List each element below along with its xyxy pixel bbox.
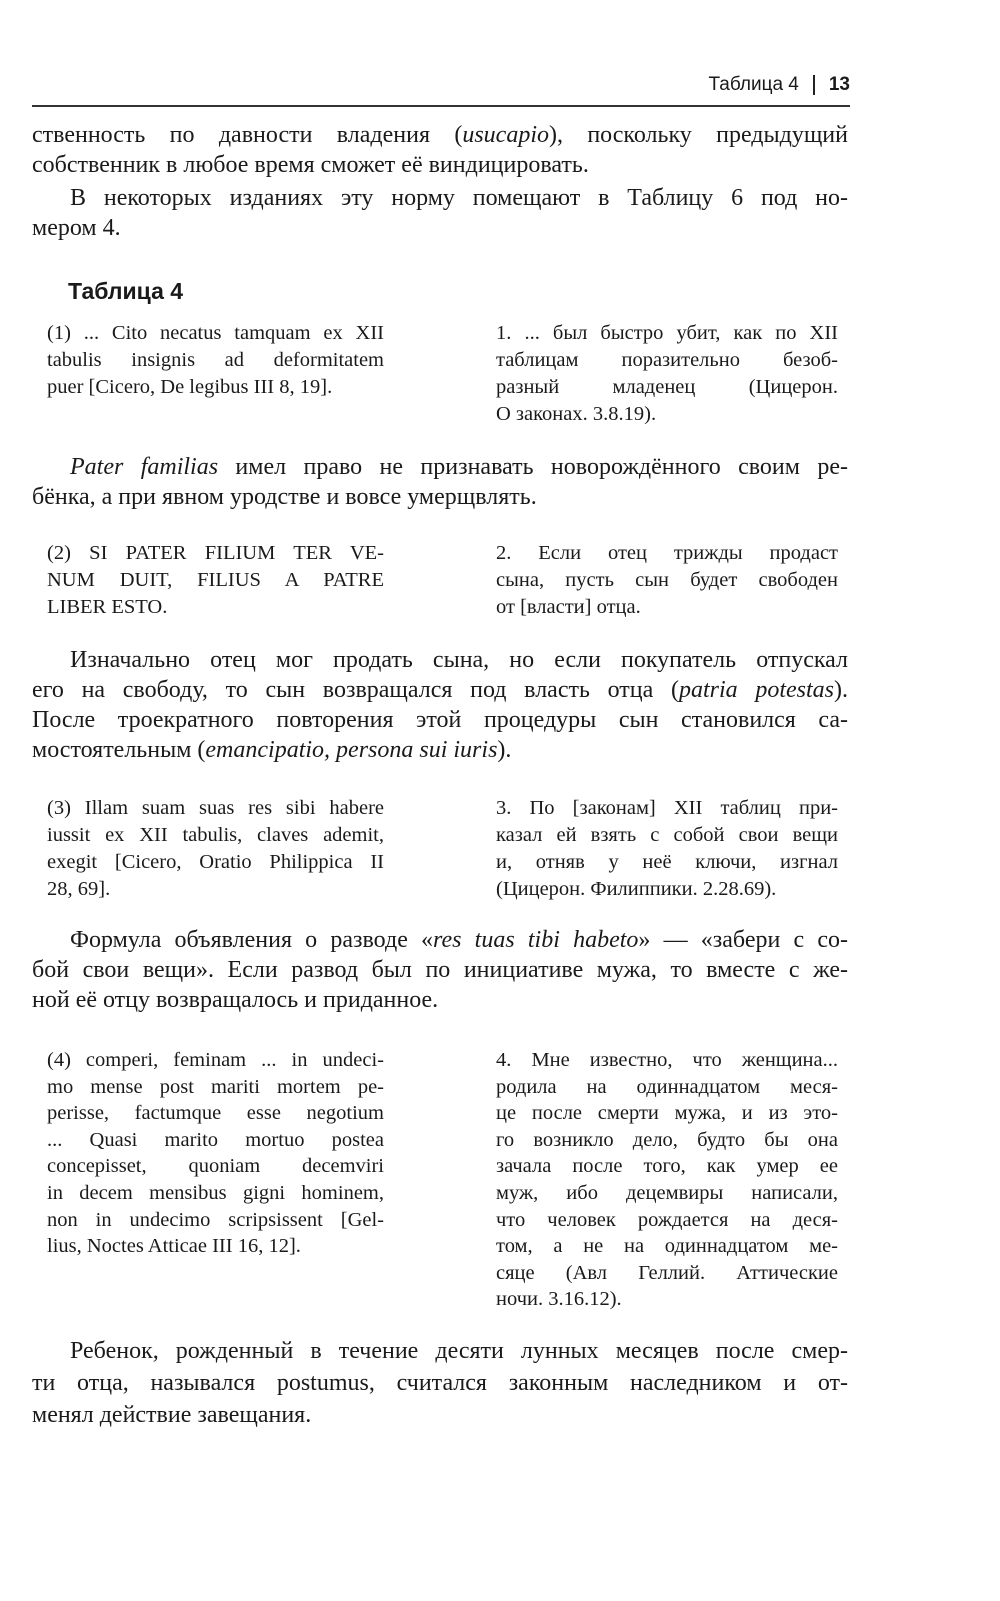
text-line: сына, пусть сын будет свободен xyxy=(496,569,838,591)
text-segment: Изначально отец мог продать сына, но если покупатель отпускал xyxy=(70,647,848,673)
text-line xyxy=(32,183,848,213)
text-line: муж, ибо децемвиры написали, xyxy=(496,1181,838,1204)
text-line xyxy=(32,213,848,243)
text-line: что человек рождается на деся- xyxy=(496,1208,838,1231)
text-line xyxy=(32,925,848,955)
text-line: го возникло дело, будто бы она xyxy=(496,1128,838,1151)
russian-translation xyxy=(496,1047,838,1313)
russian-translation xyxy=(496,320,838,428)
paragraph xyxy=(32,645,848,765)
text-line: ... Quasi marito mortuo postea xyxy=(47,1128,384,1151)
text-line: in decem mensibus gigni hominem, xyxy=(47,1181,384,1204)
text-line: О законах. 3.8.19). xyxy=(496,403,657,425)
text-segment: собственник в любое время сможет её виндицировать. xyxy=(32,152,589,178)
text-line: 28, 69]. xyxy=(47,878,111,900)
italic-term: usucapio xyxy=(462,122,549,148)
latin-text xyxy=(47,1047,384,1260)
text-line: родила на одиннадцатом меся- xyxy=(496,1075,838,1098)
text-line: 3. По [законам] XII таблиц при- xyxy=(496,797,838,819)
text-line xyxy=(32,985,848,1015)
latin-text xyxy=(47,795,384,903)
text-line: казал ей взять с собой свои вещи xyxy=(496,824,838,846)
paragraph xyxy=(32,925,848,1015)
text-segment: его на свободу, то сын возвращался под власть отца ( xyxy=(32,677,679,703)
text-line: 1. ... был быстро убит, как по XII xyxy=(496,322,838,344)
text-segment: » — «забери с со- xyxy=(638,927,848,953)
text-segment: ). xyxy=(834,677,848,703)
text-line xyxy=(32,705,848,735)
text-segment: ). xyxy=(497,737,512,763)
text-segment: ной её отцу возвращалось и приданное. xyxy=(32,987,439,1013)
text-line: exegit [Cicero, Oratio Philippica II xyxy=(47,851,384,873)
text-segment: имел право не признавать новорождённого своим ре- xyxy=(218,454,848,480)
text-line: и, отняв у неё ключи, изгнал xyxy=(496,851,838,873)
paragraph xyxy=(32,120,848,180)
running-header-section: Таблица 4 xyxy=(708,74,799,95)
text-line xyxy=(32,150,848,180)
text-line xyxy=(32,1335,848,1367)
text-segment: бой свои вещи». Если развод был по инициативе мужа, то вместе с же- xyxy=(32,957,848,983)
text-line xyxy=(32,1367,848,1399)
text-line: lius, Noctes Atticae III 16, 12]. xyxy=(47,1235,301,1258)
text-line xyxy=(32,675,848,705)
text-segment: ственность по давности владения ( xyxy=(32,122,463,148)
text-line xyxy=(32,955,848,985)
text-line: iussit ex XII tabulis, claves ademit, xyxy=(47,824,384,846)
text-line: (Цицерон. Филиппики. 2.28.69). xyxy=(496,878,777,900)
text-line: LIBER ESTO. xyxy=(47,596,168,618)
section-heading: Таблица 4 xyxy=(68,278,184,304)
text-line: 2. Если отец трижды продаст xyxy=(496,542,838,564)
text-line: concepisset, quoniam decemviri xyxy=(47,1155,384,1178)
text-line: сяце (Авл Геллий. Аттические xyxy=(496,1261,838,1284)
text-line: ночи. 3.16.12). xyxy=(496,1288,622,1311)
text-line: tabulis insignis ad deformitatem xyxy=(47,349,384,371)
text-segment: В некоторых изданиях эту норму помещают в Таблицу 6 под но- xyxy=(70,185,848,211)
text-line: (1) ... Cito necatus tamquam ex XII xyxy=(47,322,384,344)
text-line: NUM DUIT, FILIUS A PATRE xyxy=(47,569,384,591)
page-number: 13 xyxy=(828,74,850,95)
text-line xyxy=(32,1399,848,1431)
latin-text xyxy=(47,320,384,401)
paragraph xyxy=(32,183,848,243)
text-segment: Формула объявления о разводе « xyxy=(70,927,434,953)
header-rule xyxy=(32,105,850,107)
running-header xyxy=(709,74,850,96)
text-line: perisse, factumque esse negotium xyxy=(47,1102,384,1125)
text-line xyxy=(32,452,848,482)
italic-term: res tuas tibi habeto xyxy=(433,927,639,953)
text-line xyxy=(32,735,848,765)
text-line: (4) comperi, feminam ... in undeci- xyxy=(47,1049,384,1071)
text-segment: бёнка, а при явном уродстве и вовсе умерщвлять. xyxy=(32,484,537,510)
text-line: том, а не на одиннадцатом ме- xyxy=(496,1235,838,1258)
text-line: non in undecimo scripsissent [Gel- xyxy=(47,1208,384,1231)
text-line: mo mense post mariti mortem pe- xyxy=(47,1075,384,1098)
text-line: таблицам поразительно безоб- xyxy=(496,349,838,371)
latin-text xyxy=(47,540,384,621)
italic-term: Pater familias xyxy=(70,454,219,480)
text-line: це после смерти мужа, и из это- xyxy=(496,1102,838,1125)
text-segment: мером 4. xyxy=(32,215,121,241)
text-segment: ти отца, назывался postumus, считался законным наследником и от- xyxy=(32,1370,848,1396)
text-line: разный младенец (Цицерон. xyxy=(496,376,838,398)
russian-translation xyxy=(496,795,838,903)
paragraph xyxy=(32,452,848,512)
text-line: (2) SI PATER FILIUM TER VE- xyxy=(47,542,384,564)
text-segment: После троекратного повторения этой процедуры сын становился са- xyxy=(32,707,848,733)
italic-term: patria potestas xyxy=(678,677,834,703)
italic-term: emancipatio, persona sui iuris xyxy=(205,737,498,763)
text-line xyxy=(32,645,848,675)
text-segment: мостоятельным ( xyxy=(32,737,206,763)
text-line: зачала после того, как умер ее xyxy=(496,1155,838,1178)
text-line xyxy=(32,482,848,512)
text-line xyxy=(32,120,848,150)
text-line: (3) Illam suam suas res sibi habere xyxy=(47,797,384,819)
paragraph xyxy=(32,1335,848,1431)
text-segment: Ребенок, рожденный в течение десяти лунных месяцев после смер- xyxy=(70,1338,848,1364)
text-segment: ), поскольку предыдущий xyxy=(549,122,848,148)
text-segment: менял действие завещания. xyxy=(32,1402,312,1428)
text-line: puer [Cicero, De legibus III 8, 19]. xyxy=(47,376,333,398)
text-line: 4. Мне известно, что женщина... xyxy=(496,1049,838,1071)
russian-translation xyxy=(496,540,838,621)
text-line: от [власти] отца. xyxy=(496,596,641,618)
header-separator xyxy=(813,75,815,95)
